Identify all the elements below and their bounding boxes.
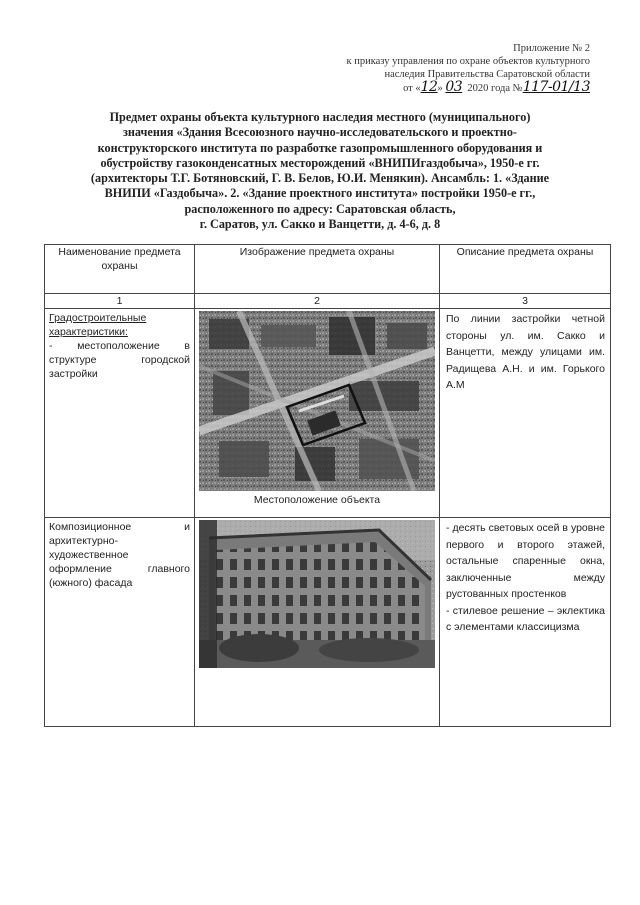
header-name: Наименование предмета охраны <box>45 245 195 294</box>
column-number: 1 <box>45 294 195 309</box>
row-description-cell <box>440 518 611 727</box>
date-day: 12 <box>420 79 438 95</box>
title-line: конструкторского института по разработке газопромышленного оборудования и <box>97 140 543 155</box>
row-name-body: - местоположение в структуре городской застройки <box>49 340 190 380</box>
date-prefix: от « <box>403 83 421 94</box>
row-name-cell <box>45 309 195 518</box>
appendix-title: Приложение № 2 <box>513 43 590 54</box>
row-image-cell <box>195 518 440 727</box>
document-title <box>70 110 570 232</box>
description-part: - десять световых осей в уровне первого и второго этажей, остальные спаренные окна, заключенные между рустованных простенков <box>446 522 605 600</box>
date-month: 03 <box>445 79 463 95</box>
image-caption: Местоположение объекта <box>253 494 381 506</box>
title-line: (архитекторы Т.Г. Ботяновский, Г. В. Белов, Ю.И. Менякин). Ансамбль: 1. «Здание <box>90 171 550 186</box>
table-number-row <box>45 294 611 309</box>
row-name-title: Градостроительные характеристики: <box>49 312 147 338</box>
appendix-order-line: к приказу управления по охране объектов культурного <box>346 56 590 67</box>
description-part: - стилевое решение – эклектика с элементами классицизма <box>446 604 605 633</box>
title-line: расположенного по адресу: Саратовская область, <box>184 201 456 216</box>
facade-photo <box>199 520 435 668</box>
date-year: 2020 года № <box>467 83 523 94</box>
date-mid: » <box>437 83 443 94</box>
appendix-agency-line: наследия Правительства Саратовской области <box>384 69 590 80</box>
title-line: обустройству газоконденсатных месторождений «ВНИПИгаздобыча», 1950-е гг. <box>100 155 540 170</box>
title-line: г. Саратов, ул. Сакко и Ванцетти, д. 4-6, д. 8 <box>199 217 441 232</box>
title-line: значения «Здания Всесоюзного научно-исследовательского и проектно- <box>123 125 517 140</box>
row-name-cell: Композиционное и архитектурно-художественное оформление главного (южного) фасада <box>45 518 195 727</box>
title-line: ВНИПИ «Газдобыча». 2. «Здание проектного института» постройки 1950-е гг., <box>104 186 536 201</box>
order-number: 117-01/13 <box>522 79 590 95</box>
column-number: 2 <box>195 294 440 309</box>
header-description: Описание предмета охраны <box>440 245 611 294</box>
column-number: 3 <box>440 294 611 309</box>
aerial-map-photo <box>199 311 435 491</box>
table-header-row <box>45 245 611 294</box>
row-image-cell <box>195 309 440 518</box>
header-image: Изображение предмета охраны <box>195 245 440 294</box>
appendix-header <box>346 42 590 95</box>
row-description-cell: По линии застройки четной стороны ул. им. Сакко и Ванцетти, между улицами им. Радищева А.Н. и им. Горького А.М <box>440 309 611 518</box>
protection-subject-table <box>44 244 611 727</box>
table-row <box>45 518 611 727</box>
table-row <box>45 309 611 518</box>
title-line: Предмет охраны объекта культурного наследия местного (муниципального) <box>109 110 531 124</box>
appendix-date-line <box>346 81 590 95</box>
